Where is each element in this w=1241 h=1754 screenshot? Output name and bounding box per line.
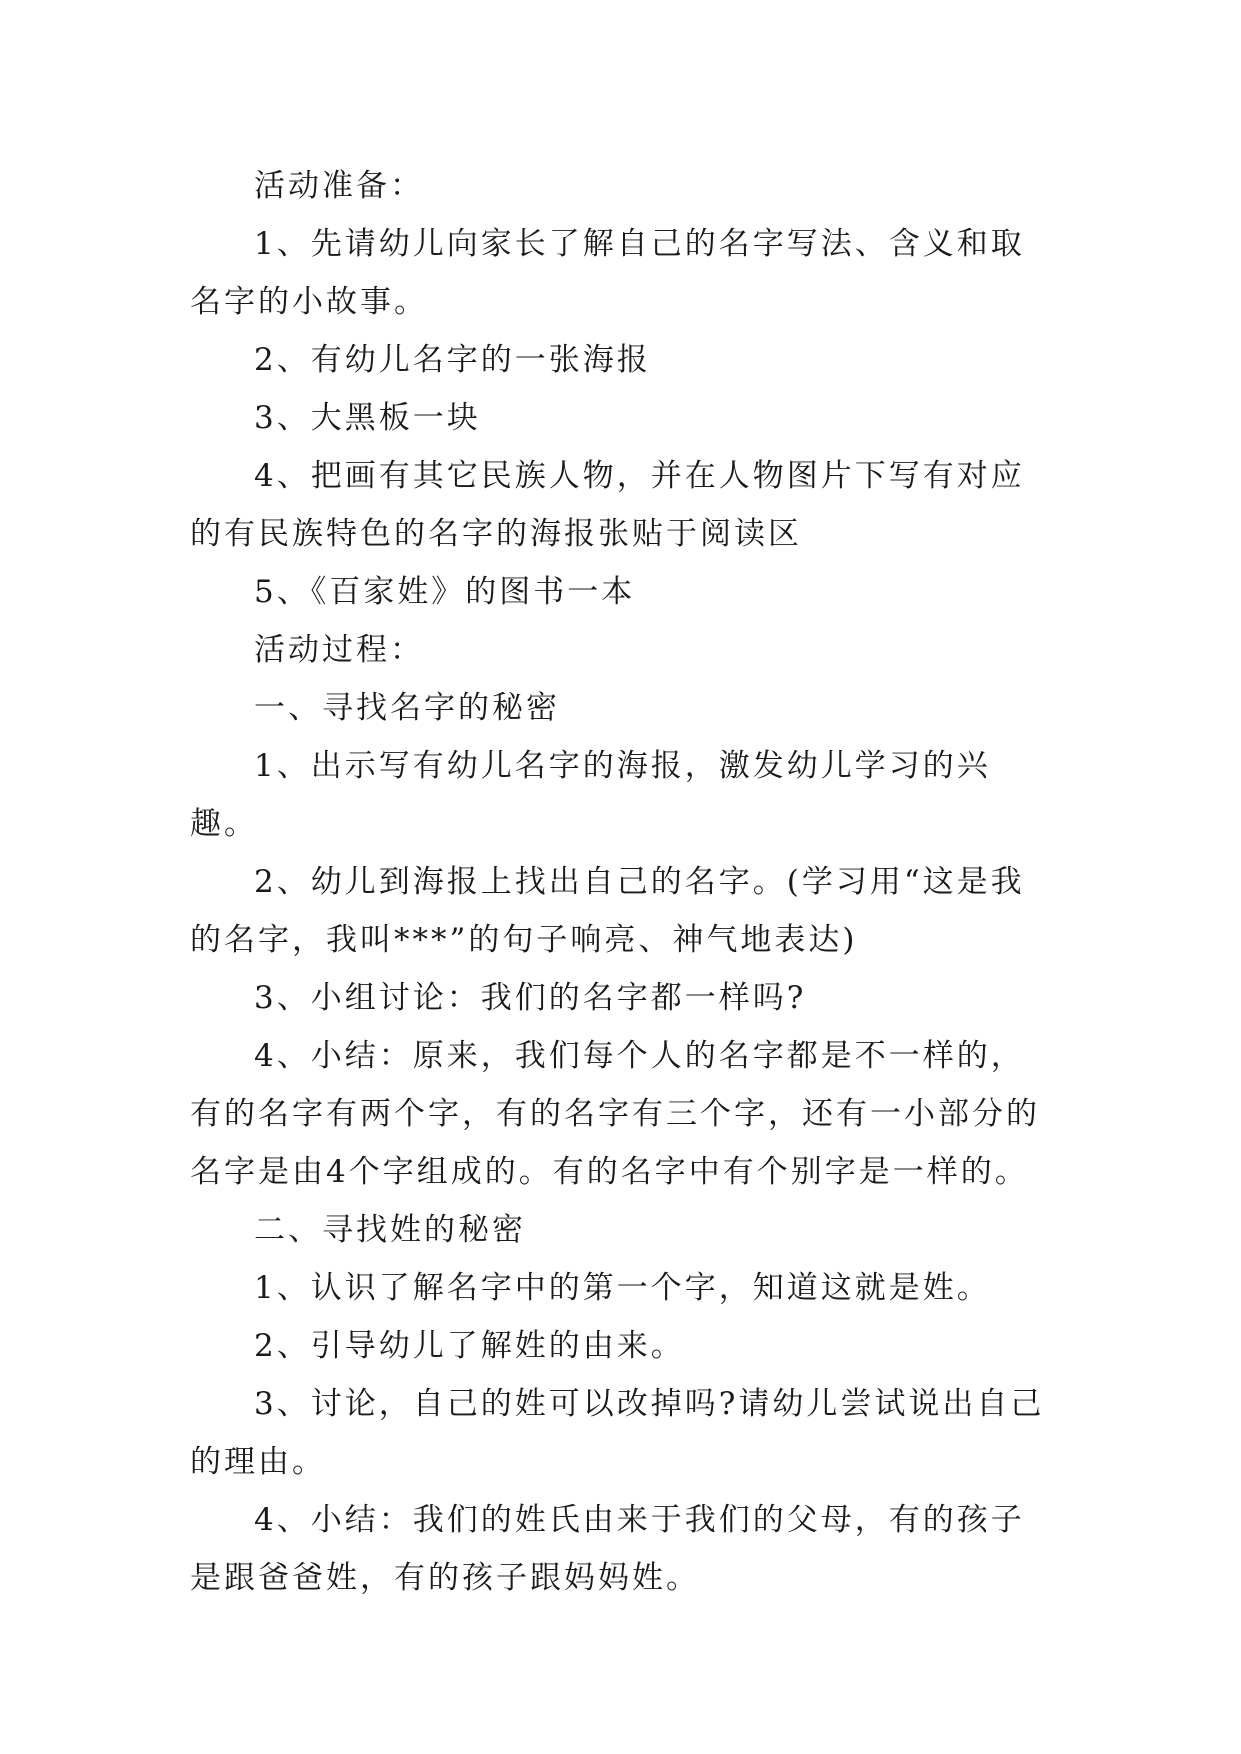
section-1-step-3: 3、小组讨论：我们的名字都一样吗? [254,980,807,1016]
prep-item-3: 3、大黑板一块 [254,400,481,436]
section-1-step-1: 1、出示写有幼儿名字的海报，激发幼儿学习的兴趣。 [190,748,991,842]
heading-activity-preparation: 活动准备： [254,168,424,204]
section-2-step-1: 1、认识了解名字中的第一个字，知道这就是姓。 [254,1270,991,1306]
prep-item-1: 1、先请幼儿向家长了解自己的名字写法、含义和取名字的小故事。 [190,226,1025,320]
prep-item-2: 2、有幼儿名字的一张海报 [254,342,651,378]
section-1-title: 一、寻找名字的秘密 [254,690,560,726]
prep-item-4: 4、把画有其它民族人物，并在人物图片下写有对应的有民族特色的名字的海报张贴于阅读区 [190,458,1025,552]
section-2-title: 二、寻找姓的秘密 [254,1212,526,1248]
section-1-summary: 4、小结：原来，我们每个人的名字都是不一样的，有的名字有两个字，有的名字有三个字，还有一小部分的名字是由4个字组成的。有的名字中有个别字是一样的。 [190,1038,1040,1190]
section-2-summary: 4、小结：我们的姓氏由来于我们的父母，有的孩子是跟爸爸姓，有的孩子跟妈妈姓。 [190,1502,1025,1596]
prep-item-5: 5、《百家姓》的图书一本 [254,574,636,610]
section-1-step-2: 2、幼儿到海报上找出自己的名字。(学习用“这是我的名字，我叫***”的句子响亮、神气地表达) [190,864,1025,958]
heading-activity-process: 活动过程： [254,632,424,668]
section-2-step-3: 3、讨论，自己的姓可以改掉吗?请幼儿尝试说出自己的理由。 [190,1386,1045,1480]
section-2-step-2: 2、引导幼儿了解姓的由来。 [254,1328,685,1364]
document-body [190,157,1056,1607]
